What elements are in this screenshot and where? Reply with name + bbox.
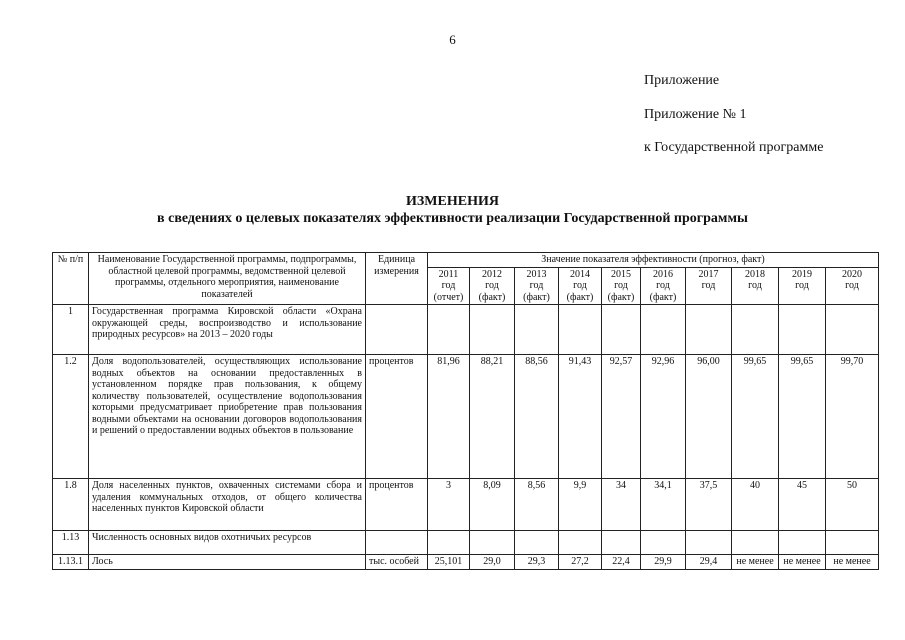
row-value: 40 bbox=[732, 479, 779, 531]
header-year-year: 2015 bbox=[611, 268, 631, 280]
row-value: 92,96 bbox=[641, 355, 686, 479]
row-value: 8,56 bbox=[515, 479, 559, 531]
header-year-kind: год bbox=[441, 280, 456, 291]
indicators-table bbox=[52, 252, 879, 570]
row-value bbox=[602, 531, 641, 555]
row-value: 34,1 bbox=[641, 479, 686, 531]
header-year-note: (факт) bbox=[566, 291, 594, 303]
header-year-year: 2016 bbox=[653, 268, 673, 280]
row-value: 29,0 bbox=[470, 555, 515, 570]
row-value bbox=[515, 305, 559, 355]
table-row bbox=[53, 355, 879, 479]
header-year-kind: год bbox=[845, 280, 859, 291]
row-value bbox=[428, 305, 470, 355]
row-value: 81,96 bbox=[428, 355, 470, 479]
header-values: Значение показателя эффективности (прогноз, факт) bbox=[428, 253, 879, 268]
row-name: Численность основных видов охотничьих ресурсов bbox=[89, 531, 366, 555]
row-value: 99,70 bbox=[826, 355, 879, 479]
row-value: 22,4 bbox=[602, 555, 641, 570]
row-num: 1.13 bbox=[53, 531, 89, 555]
row-value: 92,57 bbox=[602, 355, 641, 479]
header-year-2016 bbox=[641, 267, 686, 305]
row-value: 3 bbox=[428, 479, 470, 531]
row-value bbox=[470, 531, 515, 555]
row-value bbox=[641, 531, 686, 555]
row-value: 99,65 bbox=[732, 355, 779, 479]
row-value: 29,3 bbox=[515, 555, 559, 570]
header-num: № п/п bbox=[53, 253, 89, 305]
row-value bbox=[686, 531, 732, 555]
document-title: ИЗМЕНЕНИЯ bbox=[406, 194, 499, 209]
row-unit: процентов bbox=[366, 479, 428, 531]
row-value bbox=[515, 531, 559, 555]
row-value: 88,21 bbox=[470, 355, 515, 479]
header-year-kind: год bbox=[701, 280, 716, 291]
header-year-2015 bbox=[602, 267, 641, 305]
header-year-note: (факт) bbox=[607, 291, 635, 303]
row-value: 34 bbox=[602, 479, 641, 531]
header-year-year: 2011 bbox=[438, 268, 459, 280]
row-value: 9,9 bbox=[559, 479, 602, 531]
header-year-year: 2014 bbox=[570, 268, 590, 280]
header-year-year: 2020 bbox=[842, 268, 862, 280]
row-num: 1 bbox=[53, 305, 89, 355]
row-num: 1.13.1 bbox=[53, 555, 89, 570]
header-year-kind: год bbox=[614, 280, 628, 291]
row-value: не менее bbox=[732, 555, 779, 570]
row-unit: тыс. особей bbox=[366, 555, 428, 570]
document-subtitle: в сведениях о целевых показателях эффективности реализации Государственной программы bbox=[157, 211, 748, 226]
row-name: Доля водопользователей, осуществляющих использование водных объектов на основании предоставленных в установленном порядке прав пользования, к общему количеству пользователей, осуществление водопользования которыми предусматривает приобретение прав пользования водными объектами на основании договоров водопользования и решений о предоставлении водных объектов в пользование bbox=[89, 355, 366, 479]
row-unit: процентов bbox=[366, 355, 428, 479]
header-year-kind: год bbox=[529, 280, 544, 291]
header-name: Наименование Государственной программы, подпрограммы, областной целевой программы, ведомственной целевой программы, отдельного мероприятия, наименование показателей bbox=[89, 253, 366, 305]
table-row bbox=[53, 531, 879, 555]
header-year-note: (факт) bbox=[478, 291, 506, 303]
row-value: 91,43 bbox=[559, 355, 602, 479]
row-value: 27,2 bbox=[559, 555, 602, 570]
appendix-line-3: к Государственной программе bbox=[644, 140, 824, 155]
header-year-kind: год bbox=[573, 280, 587, 291]
row-name: Лось bbox=[89, 555, 366, 570]
row-value: не менее bbox=[826, 555, 879, 570]
appendix-line-1: Приложение bbox=[644, 73, 720, 88]
header-year-note: (отчет) bbox=[433, 291, 464, 303]
header-year-2012 bbox=[470, 267, 515, 305]
row-value: 96,00 bbox=[686, 355, 732, 479]
header-year-2017 bbox=[686, 267, 732, 305]
header-year-kind: год bbox=[795, 280, 809, 291]
table-row bbox=[53, 479, 879, 531]
row-value: 45 bbox=[779, 479, 826, 531]
row-name: Государственная программа Кировской области «Охрана окружающей среды, воспроизводство и использование природных ресурсов» на 2013 – 2020 годы bbox=[89, 305, 366, 355]
header-year-2011 bbox=[428, 267, 470, 305]
row-value bbox=[428, 531, 470, 555]
row-value bbox=[641, 305, 686, 355]
row-value: 29,9 bbox=[641, 555, 686, 570]
header-unit: Единица измерения bbox=[366, 253, 428, 305]
header-year-2020 bbox=[826, 267, 879, 305]
row-value bbox=[686, 305, 732, 355]
header-year-year: 2012 bbox=[482, 268, 502, 280]
row-value bbox=[559, 305, 602, 355]
header-year-2013 bbox=[515, 267, 559, 305]
row-value bbox=[470, 305, 515, 355]
row-value bbox=[779, 531, 826, 555]
header-year-kind: год bbox=[748, 280, 762, 291]
row-unit bbox=[366, 305, 428, 355]
row-unit bbox=[366, 531, 428, 555]
row-value bbox=[732, 305, 779, 355]
header-year-note: (факт) bbox=[523, 291, 550, 303]
row-name: Доля населенных пунктов, охваченных системами сбора и удаления коммунальных отходов, от общего количества населенных пунктов Кировской области bbox=[89, 479, 366, 531]
header-year-kind: год bbox=[656, 280, 670, 291]
row-value: 99,65 bbox=[779, 355, 826, 479]
row-value bbox=[779, 305, 826, 355]
row-num: 1.2 bbox=[53, 355, 89, 479]
header-year-year: 2019 bbox=[792, 268, 812, 280]
header-year-year: 2018 bbox=[745, 268, 765, 280]
row-num: 1.8 bbox=[53, 479, 89, 531]
row-value bbox=[559, 531, 602, 555]
row-value bbox=[732, 531, 779, 555]
row-value: 29,4 bbox=[686, 555, 732, 570]
row-value: 8,09 bbox=[470, 479, 515, 531]
row-value bbox=[602, 305, 641, 355]
row-value: 25,101 bbox=[428, 555, 470, 570]
header-year-2019 bbox=[779, 267, 826, 305]
header-year-year: 2017 bbox=[698, 268, 719, 280]
header-year-kind: год bbox=[485, 280, 499, 291]
row-value: 50 bbox=[826, 479, 879, 531]
row-value: не менее bbox=[779, 555, 826, 570]
row-value bbox=[826, 305, 879, 355]
appendix-line-2: Приложение № 1 bbox=[644, 107, 747, 122]
table-row bbox=[53, 555, 879, 570]
header-year-note: (факт) bbox=[649, 291, 677, 303]
table-row bbox=[53, 305, 879, 355]
page-number: 6 bbox=[449, 32, 456, 47]
header-year-year: 2013 bbox=[526, 268, 547, 280]
header-year-2018 bbox=[732, 267, 779, 305]
row-value bbox=[826, 531, 879, 555]
header-year-2014 bbox=[559, 267, 602, 305]
row-value: 88,56 bbox=[515, 355, 559, 479]
row-value: 37,5 bbox=[686, 479, 732, 531]
